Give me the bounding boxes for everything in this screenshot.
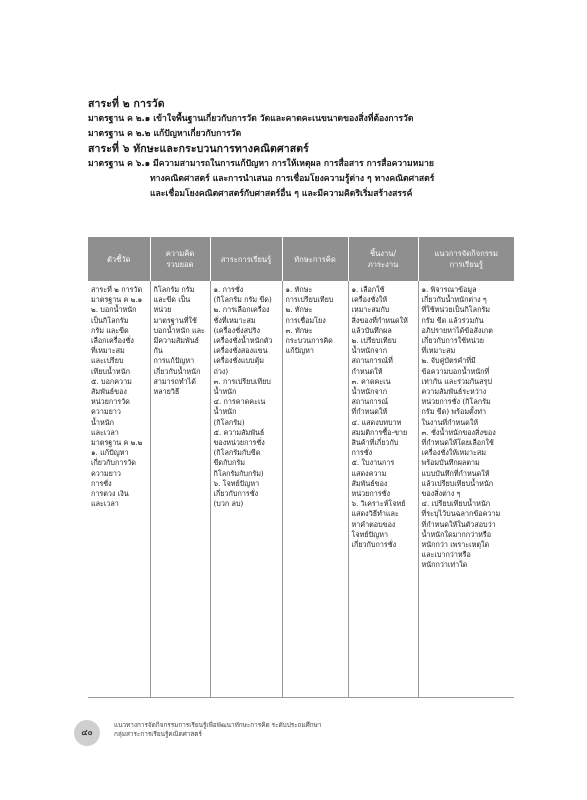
footer-line1: แนวทางการจัดกิจกรรมการเรียนรู้เพื่อพัฒนาทักษะการคิด ระดับประถมศึกษา bbox=[114, 721, 322, 729]
standard-6-1 bbox=[88, 157, 518, 202]
standard-2-1: มาตรฐาน ค ๒.๑ เข้าใจพื้นฐานเกี่ยวกับการวัด วัดและคาดคะเนขนาดของสิ่งที่ต้องการวัด bbox=[88, 114, 414, 124]
cell-thinking-skill: ๑. ทักษะ การเปรียบเทียบ ๒. ทักษะ การเชื่อมโยง ๓. ทักษะ กระบวนการคิด แก้ปัญหา bbox=[282, 281, 348, 698]
curriculum-table bbox=[88, 237, 514, 698]
header-task: ชิ้นงาน/ ภาระงาน bbox=[348, 237, 418, 281]
standard-2-2: มาตรฐาน ค ๒.๒ แก้ปัญหาเกี่ยวกับการวัด bbox=[88, 129, 242, 139]
footer-line2: กลุ่มสาระการเรียนรู้คณิตศาสตร์ bbox=[114, 730, 202, 738]
cell-activity: ๑. พิจารณาข้อมูล เกี่ยวกับน้ำหนักต่าง ๆ ที่ใช้หน่วยเป็นกิโลกรัม กรัม ขีด แล้วร่วมกัน อภิปรายหาได้ข้อสังเกต เกี่ยวกับการใช้หน่วย ที่เหมาะสม ๒. จับคู่บัตรคำที่มี ข้อความบอกน้ำหนักที่ เท่ากัน และร่วมกันสรุป ความสัมพันธ์ระหว่าง หน่วยการชั่ง (กิโลกรัม กรัม ขีด) พร้อมตั้งท่า ในงานที่กำหนดให้ ๓. ชั่งน้ำหนักของสิ่งของ ที่กำหนดให้โดยเลือกใช้ เครื่องชั่งให้เหมาะสม พร้อมบันทึกผลตาม แบบบันทึกที่กำหนดให้ แล้วเปรียบเทียบน้ำหนัก ของสิ่งต่าง ๆ ๔. เปรียบเทียบน้ำหนัก ที่ระบุไว้บนฉลากข้อความ ที่กำหนดให้ในตัวสอบว่า น้ำหนักใดมากกว่าหรือ หนักกว่า เพราะเหตุใด และเบากว่าหรือ หนักกว่าเท่าใด bbox=[421, 285, 501, 570]
strand-6-heading: สาระที่ ๖ ทักษะและกระบวนการทางคณิตศาสตร์ bbox=[88, 143, 309, 155]
cell-content: ๑. การชั่ง (กิโลกรัม กรัม ขีด) ๒. การเลือกเครื่อง ชั่งที่เหมาะสม (เครื่องชั่งสปริง เครื่องชั่งน้ำหนักตัว เครื่องชั่งสองแขน เครื่องชั่งแบบตุ้ม ถ่วง) ๓. การเปรียบเทียบ น้ำหนัก ๔. การคาดคะเน น้ำหนัก (กิโลกรัม) ๕. ความสัมพันธ์ ของหน่วยการชั่ง (กิโลกรัมกับขีด ขีดกับกรัม กิโลกรัมกับกรัม) ๖. โจทย์ปัญหา เกี่ยวกับการชั่ง (บวก ลบ) bbox=[210, 281, 282, 698]
cell-task: ๑. เลือกใช้ เครื่องชั่งให้ เหมาะสมกับ สิ่งของที่กำหนดให้ แล้วบันทึกผล ๒. เปรียบเทียบ น้ำหนักจาก สถานการณ์ที่ กำหนดให้ ๓. คาดคะเน น้ำหนักจาก สถานการณ์ ที่กำหนดให้ ๔. แสดงบทบาท สมมติการซื้อ-ขาย สินค้าที่เกี่ยวกับ การชั่ง ๕. ใบงานการ แสดงความ สัมพันธ์ของ หน่วยการชั่ง ๖. วิเคราะห์โจทย์ แสดงวิธีทำและ หาคำตอบของ โจทย์ปัญหา เกี่ยวกับการชั่ง bbox=[348, 281, 418, 698]
header-content: สาระการเรียนรู้ bbox=[210, 237, 282, 281]
table-row bbox=[88, 281, 514, 698]
header-indicator: ตัวชี้วัด bbox=[88, 237, 150, 281]
cell-indicator: สาระที่ ๒ การวัด มาตรฐาน ค ๒.๑ ๒. บอกน้ำหนัก เป็นกิโลกรัม กรัม และขีด เลือกเครื่องชั่ง ที่เหมาะสม และเปรียบ เทียบน้ำหนัก ๕. บอกความ สัมพันธ์ของ หน่วยการวัด ความยาว น้ำหนัก และเวลา มาตรฐาน ค ๒.๒ ๑. แก้ปัญหา เกี่ยวกับการวัด ความยาว การชั่ง การตวง เงิน และเวลา bbox=[88, 281, 150, 698]
heading-block bbox=[88, 97, 518, 202]
header-concept: ความคิด รวบยอด bbox=[150, 237, 210, 281]
header-activity: แนวการจัดกิจกรรม การเรียนรู้ bbox=[418, 237, 514, 281]
header-thinking-skill: ทักษะการคิด bbox=[282, 237, 348, 281]
page-number: ๔๐ bbox=[74, 720, 100, 746]
standard-6-1-line3: และเชื่อมโยงคณิตศาสตร์กับศาสตร์อื่น ๆ และมีความคิดริเริ่มสร้างสรรค์ bbox=[150, 189, 413, 199]
standard-6-1-line2: ทางคณิตศาสตร์ และการนำเสนอ การเชื่อมโยงความรู้ต่าง ๆ ทางคณิตศาสตร์ bbox=[150, 174, 435, 184]
strand-heading: สาระที่ ๒ การวัด bbox=[88, 98, 165, 110]
table-header-row bbox=[88, 237, 514, 281]
footer-text bbox=[114, 721, 321, 739]
standard-6-1-line1: มาตรฐาน ค ๖.๑ มีความสามารถในการแก้ปัญหา การให้เหตุผล การสื่อสาร การสื่อความหมาย bbox=[88, 159, 434, 169]
cell-concept: กิโลกรัม กรัม และขีด เป็นหน่วย มาตรฐานที่ใช้ บอกน้ำหนัก และ มีความสัมพันธ์กัน การแก้ปัญหา เกี่ยวกับน้ำหนัก สามารถทำได้ หลายวิธี bbox=[150, 281, 210, 698]
